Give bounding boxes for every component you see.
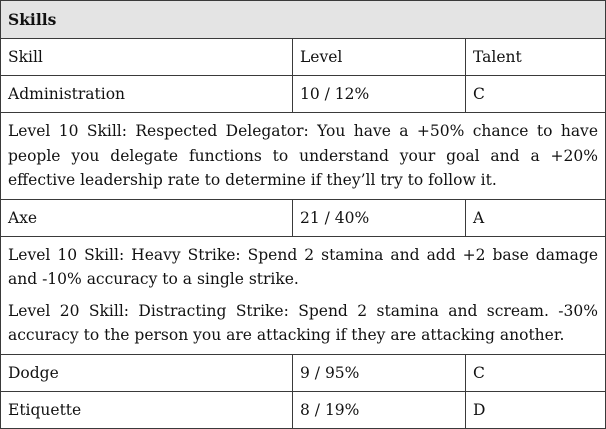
table-title: Skills: [1, 1, 606, 39]
skill-level: 9 / 95%: [293, 354, 466, 391]
skill-description-cell: [1, 113, 606, 200]
skill-talent: C: [466, 354, 606, 391]
table-title-row: [1, 1, 606, 39]
table-row: [1, 354, 606, 391]
skill-description: Level 10 Skill: Respected Delegator: You have a +50% chance to have people you delegate functions to understand your goal and a +20% effective leadership rate to determine if they’ll try to follow it.: [8, 122, 598, 189]
skill-name: Axe: [1, 199, 293, 236]
skill-description: Level 20 Skill: Distracting Strike: Spend 2 stamina and scream. -30% accuracy to the person you are attacking if they are attacking another.: [8, 301, 598, 344]
header-level: Level: [293, 39, 466, 76]
skill-name: Administration: [1, 76, 293, 113]
skill-description-cell: [1, 236, 606, 354]
skill-description: Level 10 Skill: Heavy Strike: Spend 2 stamina and add +2 base damage and -10% accuracy to a single strike.: [8, 245, 598, 288]
skill-level: 10 / 12%: [293, 76, 466, 113]
header-row: [1, 39, 606, 76]
skill-level: 8 / 19%: [293, 391, 466, 428]
skill-description-row: [1, 113, 606, 200]
skill-talent: A: [466, 199, 606, 236]
skill-name: Etiquette: [1, 391, 293, 428]
skill-talent: D: [466, 391, 606, 428]
header-talent: Talent: [466, 39, 606, 76]
table-row: [1, 199, 606, 236]
skill-talent: C: [466, 76, 606, 113]
skill-name: Dodge: [1, 354, 293, 391]
skill-level: 21 / 40%: [293, 199, 466, 236]
table-row: [1, 391, 606, 428]
skill-description-row: [1, 236, 606, 354]
header-skill: Skill: [1, 39, 293, 76]
table-row: [1, 76, 606, 113]
